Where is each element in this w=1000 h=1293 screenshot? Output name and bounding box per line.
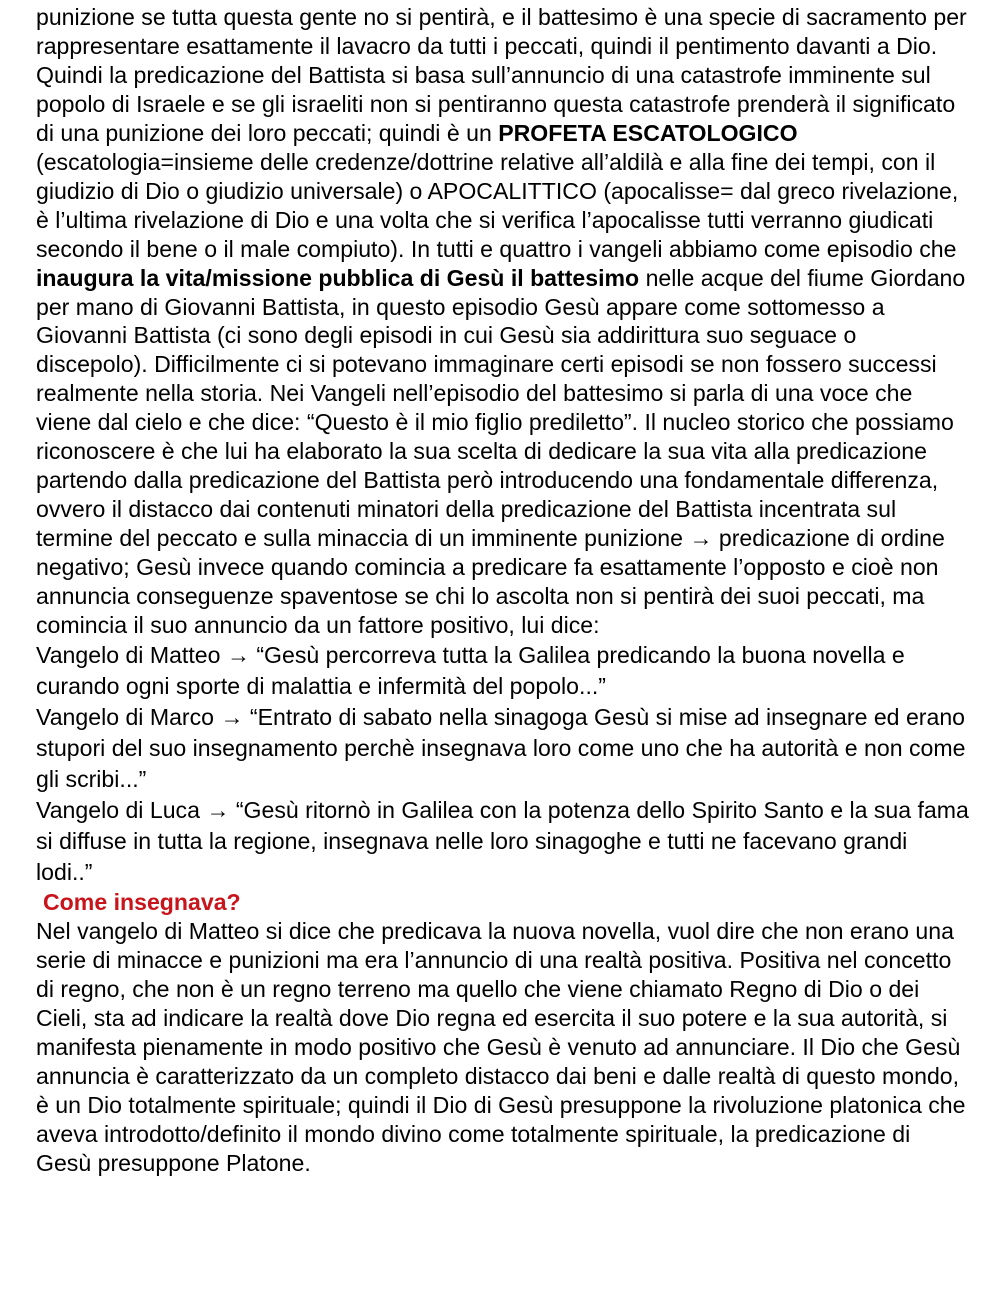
quote-marco: Vangelo di Marco → “Entrato di sabato nella sinagoga Gesù si mise ad insegnare ed erano stupori del suo insegnamento perchè insegnava loro come uno che ha autorità e non come gli scribi...” xyxy=(36,703,966,792)
paragraph-text: punizione se tutta questa gente no si pentirà, e il battesimo è una specie di sacramento per rappresentare esattamente il lavacro da tutti i peccati, quindi il pentimento davanti a Dio. Quindi la predicazione del Battista si basa sull’annuncio di una catastrofe imminente sul popolo di Israele e se gli israeliti non si pentiranno questa catastrofe prenderà il significato di una punizione dei loro peccati; quindi è un xyxy=(36,4,967,146)
bold-term-battesimo: inaugura la vita/missione pubblica di Gesù il battesimo xyxy=(36,264,640,291)
paragraph-text: nelle acque del fiume Giordano per mano di Giovanni Battista, in questo episodio Gesù appare come sottomesso a Giovanni Battista (ci sono degli episodi in cui Gesù sia addirittura suo seguace o discepolo). Difficilmente ci si potevano immaginare certi episodi se non fossero successi realmente nella storia. Nei Vangeli nell’episodio del battesimo si parla di una voce che viene dal cielo e che dice: “Questo è il mio figlio prediletto”. Il nucleo storico che possiamo riconoscere è che lui ha elaborato la sua scelta di dedicare la sua vita alla predicazione partendo dalla predicazione del Battista però introducendo una fondamentale differenza, ovvero il distacco dai contenuti minatori della predicazione del Battista incentrata sul termine del peccato e sulla minaccia di un imminente punizione → predicazione di ordine negativo; Gesù invece quando comincia a predicare fa esattamente l’opposto e cioè non annuncia conseguenze spaventose se chi lo ascolta non si pentirà dei suoi peccati, ma comincia il suo annuncio da un fattore positivo, lui dice: xyxy=(36,264,966,639)
bold-term-profeta: PROFETA ESCATOLOGICO xyxy=(498,119,798,146)
paragraph-text: (escatologia=insieme delle credenze/dottrine relative all’aldilà e alla fine dei tempi, con il giudizio di Dio o giudizio universale) o APOCALITTICO (apocalisse= dal greco rivelazione, è l’ultima rivelazione di Dio e una volta che si verifica l’apocalisse tutti verranno giudicati secondo il bene o il male compiuto). In tutti e quattro i vangeli abbiamo come episodio che xyxy=(36,148,959,262)
paragraph-baptism xyxy=(36,3,970,640)
quote-matteo: Vangelo di Matteo → “Gesù percorreva tutta la Galilea predicando la buona novella e curando ogni sporte di malattia e infermità del popolo...” xyxy=(36,641,905,699)
section-heading: Come insegnava? xyxy=(43,888,241,915)
quote-luca: Vangelo di Luca → “Gesù ritornò in Galilea con la potenza dello Spirito Santo e la sua fama si diffuse in tutta la regione, insegnava nelle loro sinagoghe e tutti ne facevano grandi lodi..” xyxy=(36,796,969,885)
paragraph-teaching: Nel vangelo di Matteo si dice che predicava la nuova novella, vuol dire che non erano una serie di minacce e punizioni ma era l’annuncio di una realtà positiva. Positiva nel concetto di regno, che non è un regno terreno ma quello che viene chiamato Regno di Dio o dei Cieli, sta ad indicare la realtà dove Dio regna ed esercita il suo potere e la sua autorità, si manifesta pienamente in modo positivo che Gesù è venuto ad annunciare. Il Dio che Gesù annuncia è caratterizzato da un completo distacco dai beni e dalle realtà di questo mondo, è un Dio totalmente spirituale; quindi il Dio di Gesù presuppone la rivoluzione platonica che aveva introdotto/definito il mondo divino come totalmente spirituale, la predicazione di Gesù presuppone Platone. xyxy=(36,917,966,1176)
